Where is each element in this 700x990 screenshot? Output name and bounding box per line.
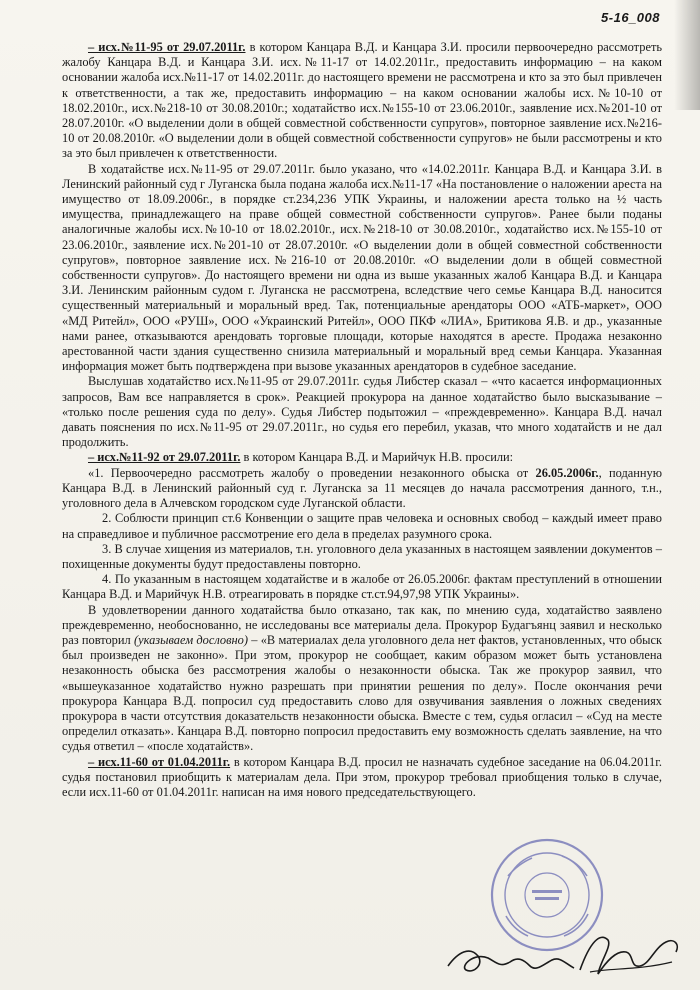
- paragraph: [62, 450, 662, 465]
- text-run: 2. Соблюсти принцип ст.6 Конвенции о защите прав человека и основных свобод – каждый имеет право на справедливое и публичное рассмотрение его дела в пределах разумного срока.: [62, 511, 662, 541]
- paragraph: [62, 572, 662, 602]
- reference-number: – исх.11-60 от 01.04.2011г.: [88, 754, 231, 769]
- page-code: 5-16_008: [601, 10, 660, 25]
- reference-number: – исх.№11-92 от 29.07.2011г.: [88, 450, 241, 465]
- text-run: (указываем дословно): [133, 632, 248, 647]
- document-body: [62, 40, 662, 800]
- text-run: «1. Первоочередно рассмотреть жалобу о проведении незаконного обыска от: [88, 465, 536, 480]
- text-run: 26.05.2006г.: [535, 465, 599, 480]
- paragraph: [62, 466, 662, 512]
- paragraph: [62, 374, 662, 450]
- text-run: В ходатайстве исх.№11-95 от 29.07.2011г. было указано, что «14.02.2011г. Канцара В.Д. и Канцара З.И. в Ленинский районный суд г Луганска была подана жалоба исх.№11-17 «На постановление о наложении ареста на имущество от 18.09.2006г., в порядке ст.234,236 УПК Украины, и наложении ареста только на ½ часть имущества, принадлежащего на праве общей совместной собственности супругов». Ранее были поданы аналогичные жалобы исх.№10-10 от 18.02.2010г., исх.№218-10 от 30.08.2010г., ходатайство исх.№155-10 от 23.06.2010г., заявление исх.№201-10 от 28.07.2010г. «О выделении доли в общей совместной собственности супругов», повторное заявление исх.№216-10 от 20.08.2010г. «О выделении доли в общей совместной собственности супругов». До настоящего времени ни одна из выше указанных жалоб Канцара В.Д. и Канцара З.И. Ленинским районным судом г. Луганска не рассмотрена, вследствие чего семье Канцара В.Д. наносится существенный материальный и моральный вред. Так, потенциальные арендаторы ООО «АТБ-маркет», ООО «МД Ритейл», ООО «РУШ», ООО «Украинский Ритейл», ООО ПКФ «ЛИА», Бритикова Я.В. и др., указанные нами ранее, отказываются арендовать торговые площади, которые находятся в аресте. Продажа незаконно арестованной части здания существенно снизила материальный и моральный вред семьи Канцара. Указанная информация может быть подтверждена при вызове указанных арендаторов в судебное заседание.: [62, 161, 662, 374]
- paragraph: [62, 755, 662, 801]
- text-run: 4. По указанным в настоящем ходатайстве и в жалобе от 26.05.2006г. фактам преступлений в отношении Канцара В.Д. и Марийчук Н.В. отреагировать в порядке ст.ст.94,97,98 УПК Украины».: [62, 572, 662, 602]
- handwritten-signature: [440, 922, 690, 990]
- text-run: в котором Канцара В.Д. и Канцара З.И. просили первоочередно рассмотреть жалобу Канцара В.Д. и Канцара З.И. исх.№11-17 от 14.02.2011г., предоставить информацию – на каком основании жалоба исх.№11-17 от 14.02.2011г. до настоящего времени не рассмотрена и кто за это был привлечен к ответственности, а так же, предоставить информацию – на каком основании жалобы исх.№10-10 от 18.02.2010г., исх.№218-10 от 30.08.2010г.; ходатайство исх.№155-10 от 23.06.2010г., заявление исх.№201-10 от 28.07.2010г. «О выделении доли в общей совместной собственности супругов», повторное заявление исх.№216-10 от 20.08.2010г. «О выделении доли в общей совместной собственности супругов» не были рассмотрены и кто за это был привлечен к ответственности.: [62, 40, 663, 161]
- reference-number: – исх.№11-95 от 29.07.2011г.: [88, 40, 246, 54]
- paragraph: [62, 603, 662, 755]
- paragraph: [62, 542, 662, 572]
- paragraph: [62, 162, 662, 375]
- text-run: – «В материалах дела уголовного дела нет фактов, установленных, что обыск был произведен не законно». При этом, прокурор не сообщает, каким образом может быть установлена незаконность обыска без рассмотрения жалобы о незаконности обыска. Так же прокурор заявил, что «вышеуказанное ходатайство нужно разрешать при принятии решения по делу». После окончания речи прокурора Канцара В.Д. попросил суд предоставить слово для озвучивания заявления о ложных сведениях прокурора в части отсутствия доказательств незаконности обыска. Вместе с тем, судья огласил – «Суд на месте определил отказать». Канцара В.Д. повторно попросил предоставить ему возможность сделать заявление, на что судья ответил – «после ходатайств».: [62, 632, 663, 754]
- text-run: в котором Канцара В.Д. просил не назначать судебное заседание на 06.04.2011г. судья постановил приобщить к материалам дела. При этом, прокурор требовал приобщения только в случае, если исх.11-60 от 01.04.2011г. написан на имя нового председательствующего.: [62, 754, 662, 799]
- text-run: В удовлетворении данного ходатайства было отказано, так как, по мнению суда, ходатайство заявлено преждевременно, необоснованно, не исследованы все материалы дела. Прокурор Будагъянц заявил и несколько раз повторил: [62, 602, 662, 647]
- text-run: 3. В случае хищения из материалов, т.н. уголовного дела указанных в настоящем заявлении документов – похищенные документы будут предоставлены повторно.: [62, 541, 662, 571]
- text-run: , поданную Канцара В.Д. в Ленинский районный суд г. Луганска за 11 месяцев до начала рассмотрения данного, т.н., уголовного дела в Алчевском городском суде Луганской области.: [62, 465, 662, 511]
- text-run: в котором Канцара В.Д. и Марийчук Н.В. просили:: [240, 450, 514, 465]
- text-run: Выслушав ходатайство исх.№11-95 от 29.07.2011г. судья Либстер сказал – «что касается информационных запросов, Вам все направляется в срок». Реакцией прокурора на данное ходатайство было высказывание – «только после решения суда по делу». Судья Либстер подытожил – «преждевременно». Канцара В.Д. начал давать пояснения по исх.№11-95 от 29.07.2011г., но судья его перебил, указав, что много ходатайств и не дал продолжить.: [62, 374, 662, 450]
- page-edge-shadow: [674, 0, 700, 110]
- paragraph: [62, 40, 662, 162]
- paragraph: [62, 511, 662, 541]
